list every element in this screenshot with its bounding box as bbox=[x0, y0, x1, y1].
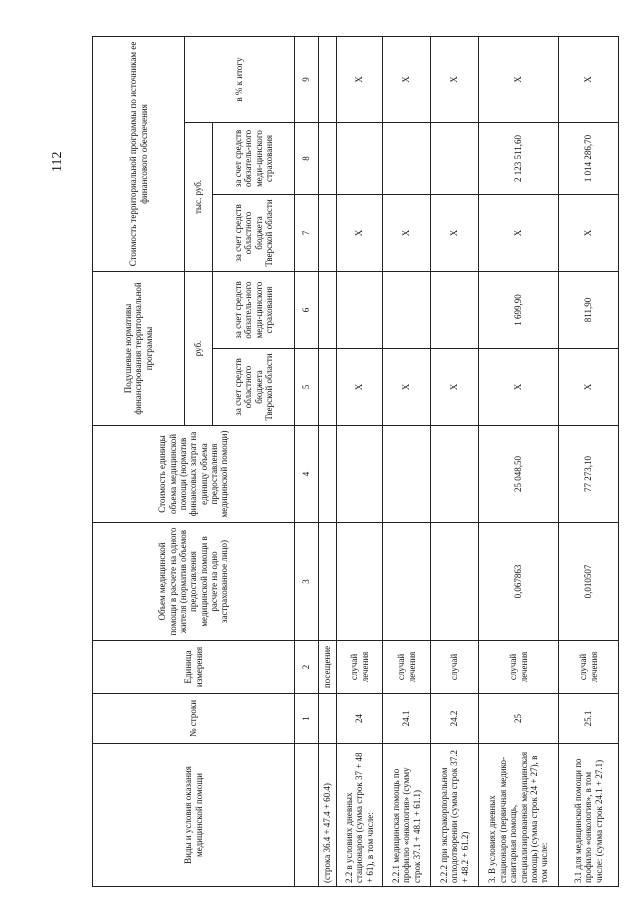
row-number: 24 bbox=[337, 694, 383, 744]
row-total-budget: X bbox=[479, 194, 559, 271]
colnum-6: 6 bbox=[295, 271, 319, 348]
header-volume: Объем медицинской помощи в расчете на одного жителя (норматив объемов предоставления медицинской помощи в расчете на одно застрахованное лицо) bbox=[93, 523, 295, 641]
row-total-oms bbox=[319, 122, 337, 194]
row-name: (строка 36.4 + 47.4 + 60.4) bbox=[319, 744, 337, 887]
row-number: 24.1 bbox=[383, 694, 431, 744]
row-unit-cost bbox=[383, 426, 431, 523]
colnum-5: 5 bbox=[295, 349, 319, 426]
row-total-oms: 2 123 511,60 bbox=[479, 122, 559, 194]
row-name: 2.2.1 медицинская помощь по профилю «онкология» (сумму строк 37.1 + 48.1 + 61.1) bbox=[383, 744, 431, 887]
table-row bbox=[559, 36, 619, 886]
row-volume: 0,010507 bbox=[559, 523, 619, 641]
row-unit: случай лечения bbox=[383, 641, 431, 694]
row-number bbox=[319, 694, 337, 744]
row-per-capita-oms bbox=[431, 271, 479, 348]
row-number: 25 bbox=[479, 694, 559, 744]
row-name: 2.2 в условиях дневных стационаров (сумма строк 37 + 48 + 61), в том числе: bbox=[337, 744, 383, 887]
row-unit-cost bbox=[431, 426, 479, 523]
row-per-capita-budget: X bbox=[383, 349, 431, 426]
row-per-capita-budget: X bbox=[479, 349, 559, 426]
colnum-9: 9 bbox=[295, 36, 319, 122]
row-unit: случай лечения bbox=[479, 641, 559, 694]
row-name: 3. В условиях дневных стационаров (первичная медико-санитарная помощь, специализированная медицинская помощь) (сумма строк 24 + 27), в том числе: bbox=[479, 744, 559, 887]
header-service-type: Виды и условия оказания медицинской помощи bbox=[93, 744, 295, 887]
row-percent: X bbox=[559, 36, 619, 122]
row-total-oms bbox=[383, 122, 431, 194]
row-unit: посещение bbox=[319, 641, 337, 694]
table-row bbox=[319, 36, 337, 886]
row-unit-cost bbox=[319, 426, 337, 523]
row-total-oms bbox=[337, 122, 383, 194]
header-unit: Единица измерения bbox=[93, 641, 295, 694]
row-name: 3.1 для медицинской помощи по профилю «онкология», в том числе: (сумма строк 24.1 + 27.1) bbox=[559, 744, 619, 887]
row-percent: X bbox=[479, 36, 559, 122]
row-volume bbox=[337, 523, 383, 641]
header-unit-cost: Стоимость единицы объема медицинской помощи (норматив финансовых затрат на единицу объема предоставления медицинской помощи) bbox=[93, 426, 295, 523]
row-total-budget bbox=[319, 194, 337, 271]
table-wrapper bbox=[92, 37, 604, 887]
header-per-capita-group: Подушевые нормативы финансирования территориальной программы bbox=[93, 271, 185, 425]
header-thousand-rub: тыс. руб. bbox=[185, 122, 213, 271]
program-cost-table bbox=[92, 36, 619, 887]
row-volume bbox=[319, 523, 337, 641]
header-percent-total: в % к итогу bbox=[185, 36, 295, 122]
colnum-empty bbox=[295, 744, 319, 887]
header-oms-8: за счет средств обязатель-ного меди-цинского страхования bbox=[213, 122, 295, 194]
row-unit-cost: 25 048,50 bbox=[479, 426, 559, 523]
page-number: 112 bbox=[50, 151, 65, 172]
row-unit: случай лечения bbox=[337, 641, 383, 694]
row-number: 25.1 bbox=[559, 694, 619, 744]
row-volume: 0,067863 bbox=[479, 523, 559, 641]
row-number: 24.2 bbox=[431, 694, 479, 744]
table-row bbox=[479, 36, 559, 886]
row-per-capita-budget: X bbox=[337, 349, 383, 426]
colnum-3: 3 bbox=[295, 523, 319, 641]
colnum-2: 2 bbox=[295, 641, 319, 694]
row-per-capita-budget bbox=[319, 349, 337, 426]
colnum-8: 8 bbox=[295, 122, 319, 194]
header-row-number: № строки bbox=[93, 694, 295, 744]
row-unit: случай bbox=[431, 641, 479, 694]
row-per-capita-oms bbox=[337, 271, 383, 348]
row-total-oms bbox=[431, 122, 479, 194]
row-total-oms: 1 014 286,70 bbox=[559, 122, 619, 194]
row-name: 2.2.2 при экстракорпоральном оплодотворении (сумма строк 37.2 + 48.2 + 61.2) bbox=[431, 744, 479, 887]
colnum-1: 1 bbox=[295, 694, 319, 744]
row-total-budget: X bbox=[383, 194, 431, 271]
row-percent: X bbox=[337, 36, 383, 122]
row-per-capita-oms bbox=[319, 271, 337, 348]
row-unit-cost: 77 273,10 bbox=[559, 426, 619, 523]
row-per-capita-oms bbox=[383, 271, 431, 348]
colnum-7: 7 bbox=[295, 194, 319, 271]
row-percent: X bbox=[383, 36, 431, 122]
row-volume bbox=[383, 523, 431, 641]
rotated-table-area bbox=[92, 37, 604, 887]
row-per-capita-budget: X bbox=[431, 349, 479, 426]
header-program-cost-group: Стоимость территориальной программы по источникам ее финансового обеспечения bbox=[93, 36, 185, 271]
row-total-budget: X bbox=[559, 194, 619, 271]
row-per-capita-budget: X bbox=[559, 349, 619, 426]
row-per-capita-oms: 1 699,90 bbox=[479, 271, 559, 348]
row-total-budget: X bbox=[431, 194, 479, 271]
row-percent: X bbox=[431, 36, 479, 122]
table-row bbox=[431, 36, 479, 886]
row-volume bbox=[431, 523, 479, 641]
row-percent bbox=[319, 36, 337, 122]
header-budget-7: за счет средств областного бюджета Тверской области bbox=[213, 194, 295, 271]
header-budget-5: за счет средств областного бюджета Тверской области bbox=[213, 349, 295, 426]
header-oms-6: за счет средств обязатель-ного меди-цинского страхования bbox=[213, 271, 295, 348]
colnum-4: 4 bbox=[295, 426, 319, 523]
row-unit: случай лечения bbox=[559, 641, 619, 694]
row-total-budget: X bbox=[337, 194, 383, 271]
table-row bbox=[383, 36, 431, 886]
row-per-capita-oms: 811,90 bbox=[559, 271, 619, 348]
row-unit-cost bbox=[337, 426, 383, 523]
table-row bbox=[337, 36, 383, 886]
header-rub: руб. bbox=[185, 271, 213, 425]
